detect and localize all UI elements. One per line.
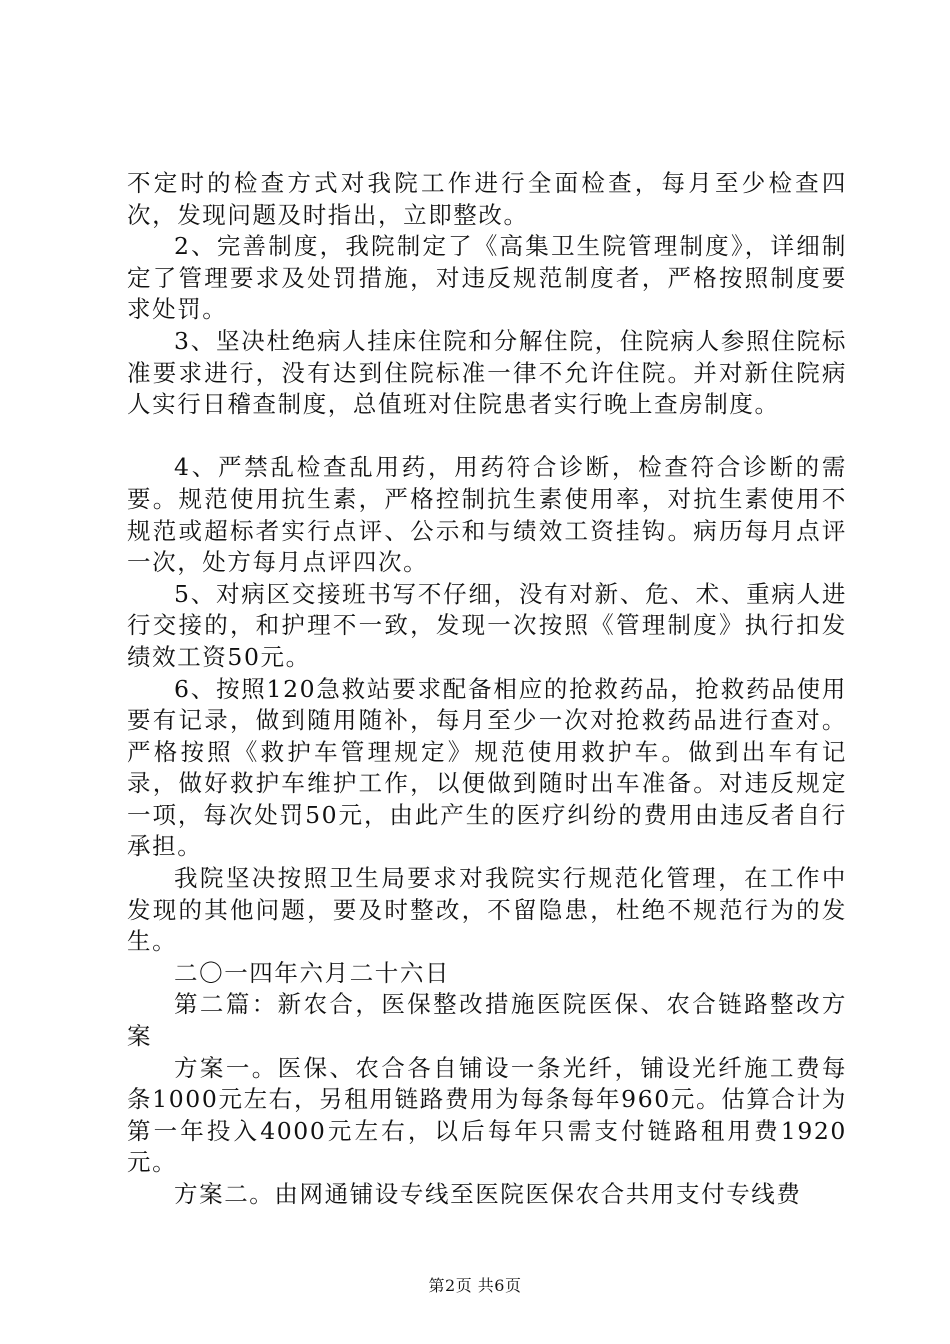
paragraph-conclusion: 我院坚决按照卫生局要求对我院实行规范化管理，在工作中发现的其他问题，要及时整改，不留隐患，杜绝不规范行为的发生。: [127, 864, 847, 956]
paragraph-item-4: 4、严禁乱检查乱用药，用药符合诊断，检查符合诊断的需要。规范使用抗生素，严格控制抗生素使用率，对抗生素使用不规范或超标者实行点评、公示和与绩效工资挂钩。病历每月点评一次，处方每月点评四次。: [127, 453, 847, 577]
paragraph-plan-1: 方案一。医保、农合各自铺设一条光纤，铺设光纤施工费每条1000元左右，另租用链路费用为每条每年960元。估算合计为第一年投入4000元左右，以后每年只需支付链路租用费1920元。: [127, 1053, 847, 1177]
paragraph-item-3: 3、坚决杜绝病人挂床住院和分解住院，住院病人参照住院标准要求进行，没有达到住院标准一律不允许住院。并对新住院病人实行日稽查制度，总值班对住院患者实行晚上查房制度。: [127, 326, 847, 419]
paragraph-continuation: 不定时的检查方式对我院工作进行全面检查，每月至少检查四次，发现问题及时指出，立即整改。: [127, 169, 847, 229]
document-body: [127, 168, 847, 1211]
document-date: 二〇一四年六月二十六日: [174, 958, 451, 987]
paragraph-item-6: 6、按照120急救站要求配备相应的抢救药品，抢救药品使用要有记录，做到随用随补，每月至少一次对抢救药品进行查对。严格按照《救护车管理规定》规范使用救护车。做到出车有记录，做好救护车维护工作，以便做到随时出车准备。对违反规定一项，每次处罚50元，由此产生的医疗纠纷的费用由违反者自行承担。: [127, 674, 847, 861]
page-number: 第2页 共6页: [428, 1276, 522, 1295]
section-heading: 第二篇：新农合，医保整改措施医院医保、农合链路整改方案: [127, 990, 847, 1051]
paragraph-plan-2: 方案二。由网通铺设专线至医院医保农合共用支付专线费: [174, 1180, 802, 1208]
paragraph-item-5: 5、对病区交接班书写不仔细，没有对新、危、术、重病人进行交接的，和护理不一致，发现一次按照《管理制度》执行扣发绩效工资50元。: [127, 579, 847, 671]
paragraph-item-2: 2、完善制度，我院制定了《高集卫生院管理制度》，详细制定了管理要求及处罚措施，对违反规范制度者，严格按照制度要求处罚。: [127, 232, 847, 324]
